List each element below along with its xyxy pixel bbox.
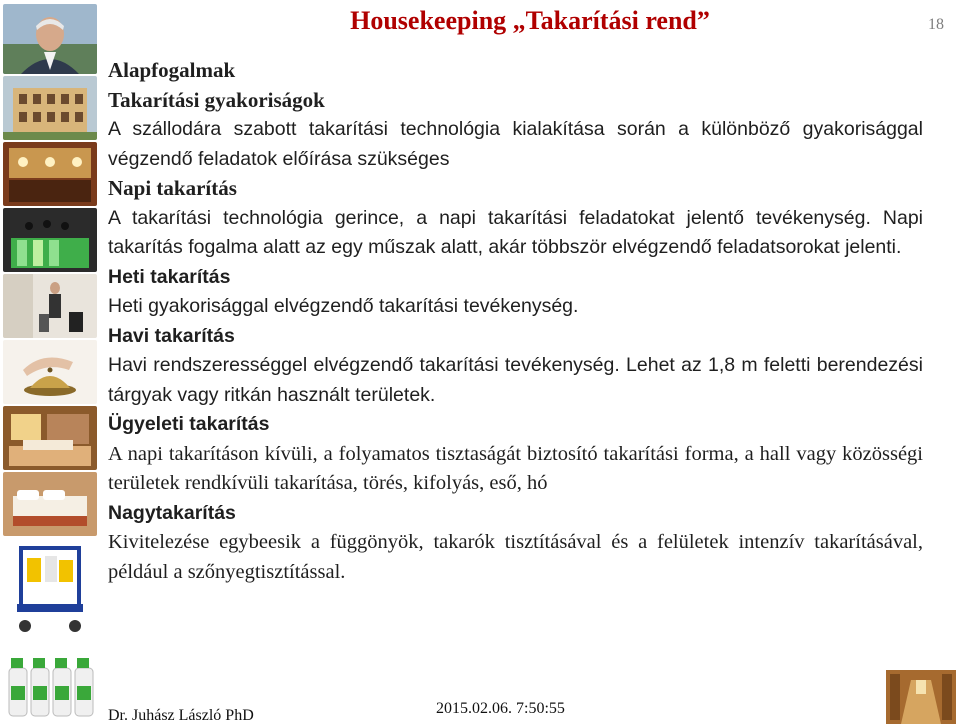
heading-alapfogalmak: Alapfogalmak [108, 58, 236, 82]
paragraph-napi: A takarítási technológia gerince, a napi takarítási feladatokat jelentő tevékenység. Napi takarítás fogalma alatt az egy műszak alatt, akár többször elvégzendő feladatsorokat jelenti. [108, 206, 923, 258]
cleaning-cart-photo [3, 538, 97, 638]
hotel-room-photo [3, 406, 97, 470]
heading-heti-takaritas: Heti takarítás [108, 265, 231, 288]
heading-takaritasi-gyakorisagok: Takarítási gyakoriságok [108, 87, 325, 112]
slide-title: Housekeeping „Takarítási rend” [350, 6, 710, 35]
footer-author: Dr. Juhász László PhD [108, 707, 254, 724]
reception-desk-photo [3, 208, 97, 272]
hotel-building-photo [3, 76, 97, 140]
paragraph-ugyeleti: A napi takarításon kívüli, a folyamatos tisztaságát biztosító takarítási forma, a hall vagy közösségi területek rendkívüli takarítása, törés, kifolyás, eső, hó [108, 442, 923, 494]
image-sidebar [0, 0, 100, 726]
heading-havi-takaritas: Havi takarítás [108, 324, 235, 347]
hotel-bed-photo [3, 472, 97, 536]
slide-number: 18 [928, 16, 944, 33]
guest-luggage-photo [3, 274, 97, 338]
paragraph-havi: Havi rendszerességgel elvégzendő takarítási tevékenység. Lehet az 1,8 m feletti berendezési tárgyak vagy ritkán használt területek. [108, 354, 923, 406]
hand-service-bell-photo [3, 340, 97, 404]
cleaning-spray-bottles-photo [3, 650, 97, 720]
portrait-photo [3, 4, 97, 74]
footer-datetime: 2015.02.06. 7:50:55 [436, 700, 565, 717]
paragraph-intro: A szállodára szabott takarítási technológia kialakítása során a különböző gyakorisággal végzendő feladatok előírása szükséges [108, 118, 923, 170]
hotel-corridor-photo [886, 670, 956, 724]
hotel-lobby-photo [3, 142, 97, 206]
heading-napi-takaritas: Napi takarítás [108, 176, 237, 200]
slide-content [108, 56, 923, 587]
paragraph-heti: Heti gyakorisággal elvégzendő takarítási tevékenység. [108, 295, 579, 317]
paragraph-nagytakaritas: Kivitelezése egybeesik a függönyök, takarók tisztításával és a felületek intenzív takarításával, például a szőnyegtisztítással. [108, 531, 923, 583]
heading-ugyeleti-takaritas: Ügyeleti takarítás [108, 413, 270, 435]
heading-nagytakaritas: Nagytakarítás [108, 501, 236, 524]
